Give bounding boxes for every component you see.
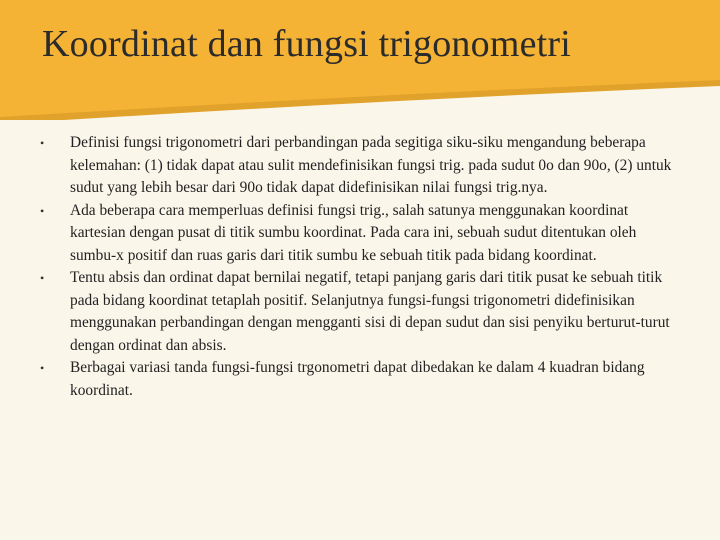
slide-title: Koordinat dan fungsi trigonometri (42, 23, 572, 65)
bullet-text: Ada beberapa cara memperluas definisi fungsi trig., salah satunya menggunakan koordinat kartesian dengan pusat di titik sumbu koordinat. Pada cara ini, sebuah sudut ditentukan oleh sumbu-x positif dan ruas garis dari titik sumbu ke sebuah titik pada bidang koordinat. (70, 201, 637, 264)
bullet-text: Definisi fungsi trigonometri dari perbandingan pada segitiga siku-siku mengandung beberapa kelemahan: (1) tidak dapat atau sulit mendefinisikan fungsi trig. pada sudut 0o dan 90o, (2) untuk sudut yang lebih besar dari 90o tidak dapat didefinisikan nilai fungsi trig.nya. (70, 134, 672, 196)
bullet-item (40, 132, 680, 200)
bullet-marker: • (40, 136, 45, 150)
bullet-item (40, 357, 680, 402)
bullet-list (40, 132, 680, 402)
bullet-text: Berbagai variasi tanda fungsi-fungsi trgonometri dapat dibedakan ke dalam 4 kuadran bidang koordinat. (70, 359, 645, 399)
bullet-marker: • (40, 271, 45, 285)
bullet-item (40, 267, 680, 357)
bullet-item (40, 200, 680, 268)
bullet-marker: • (40, 203, 45, 218)
bullet-marker: • (40, 361, 45, 375)
bullet-text: Tentu absis dan ordinat dapat bernilai negatif, tetapi panjang garis dari titik pusat ke sebuah titik pada bidang koordinat tetaplah positif. Selanjutnya fungsi-fungsi trigonometri didefinisikan menggunakan perbandingan dengan mengganti sisi di depan sudut dan sisi penyiku berturut-turut dengan ordinat dan absis. (70, 269, 670, 354)
